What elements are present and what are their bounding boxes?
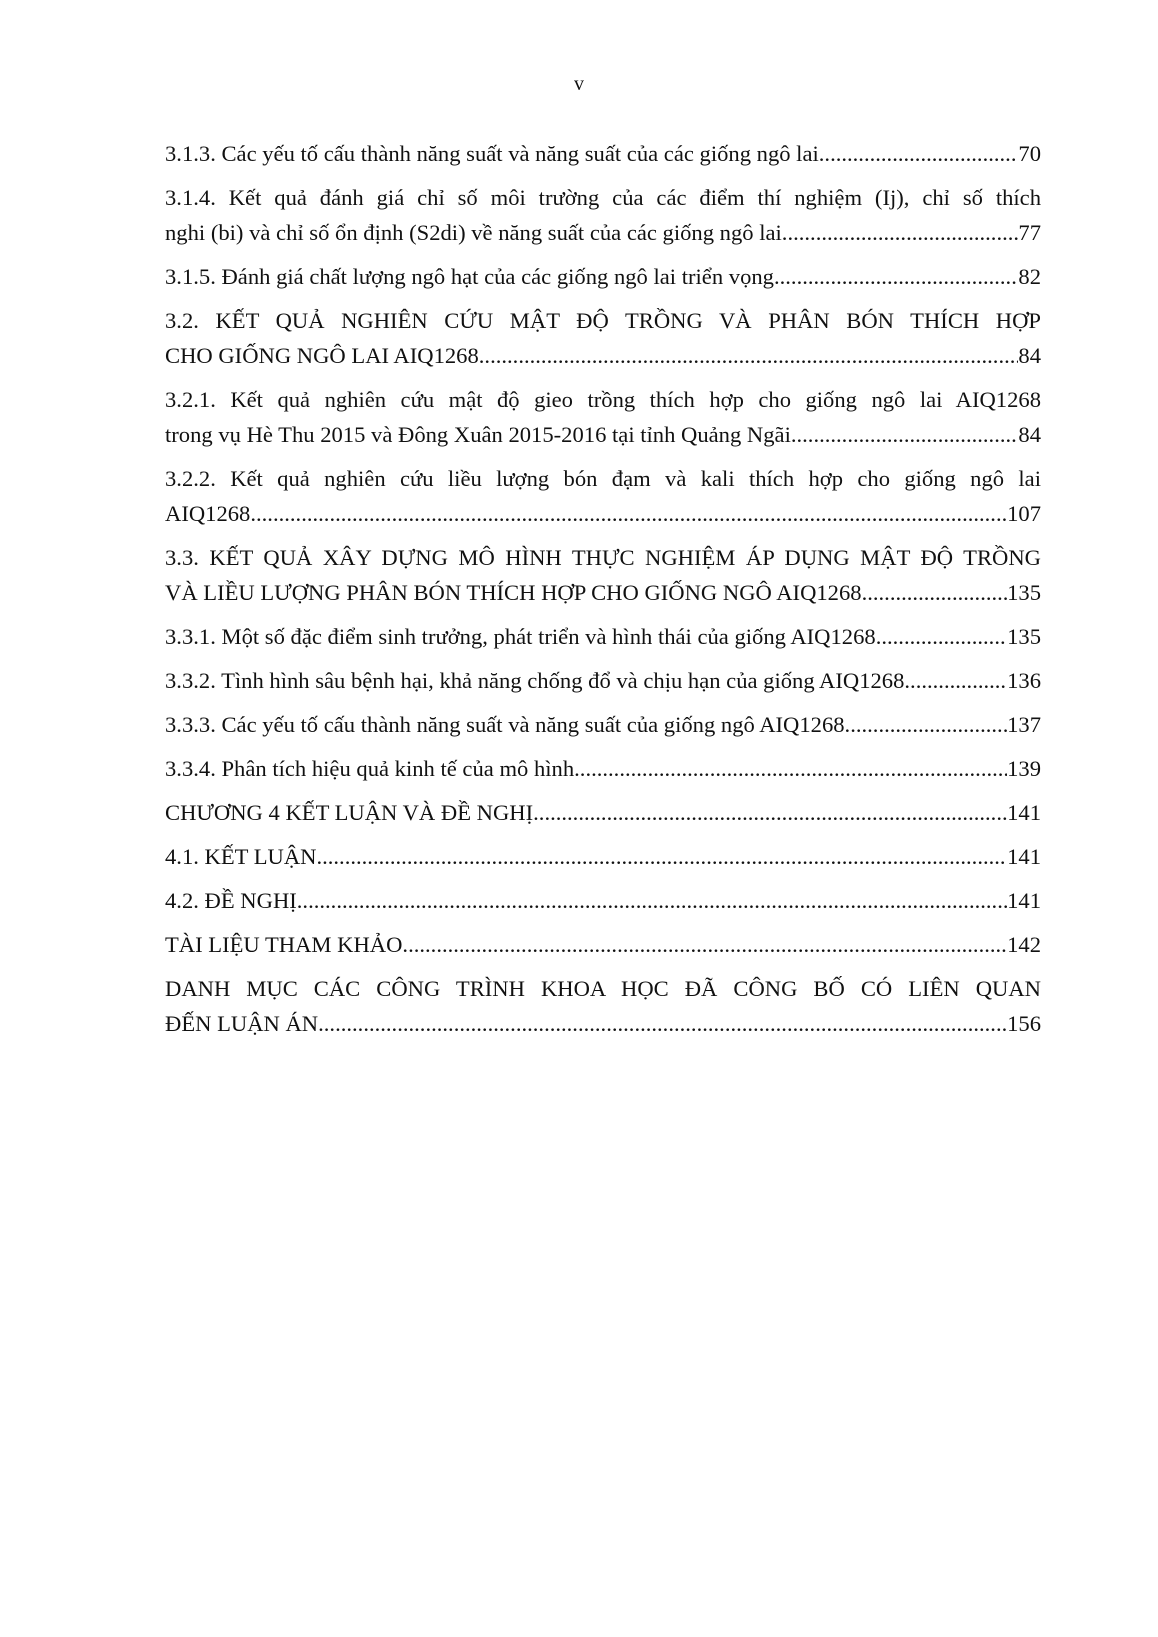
toc-entry[interactable] <box>165 751 1041 786</box>
toc-entry-last-line <box>165 883 1041 918</box>
dot-leader <box>819 136 1019 171</box>
toc-entry-last-line <box>165 839 1041 874</box>
toc-entry-last-line <box>165 663 1041 698</box>
toc-entry[interactable] <box>165 303 1041 373</box>
toc-entry[interactable] <box>165 259 1041 294</box>
toc-entry-last-line <box>165 619 1041 654</box>
toc-entry-title-line: DANH MỤC CÁC CÔNG TRÌNH KHOA HỌC ĐÃ CÔNG BỐ CÓ LIÊN QUAN <box>165 976 1041 1001</box>
toc-entry[interactable] <box>165 663 1041 698</box>
toc-page-number: 82 <box>1018 264 1041 289</box>
dot-leader <box>250 496 1007 531</box>
toc-entry-title-line: TÀI LIỆU THAM KHẢO <box>165 932 403 957</box>
toc-entry[interactable] <box>165 382 1041 452</box>
toc-entry-last-line <box>165 215 1041 250</box>
table-of-contents <box>165 136 1041 1050</box>
toc-entry-last-line <box>165 707 1041 742</box>
toc-page-number: 142 <box>1007 932 1041 957</box>
dot-leader <box>316 839 1007 874</box>
toc-entry-last-line <box>165 575 1041 610</box>
toc-entry[interactable] <box>165 180 1041 250</box>
toc-page-number: 84 <box>1018 343 1041 368</box>
toc-entry[interactable] <box>165 619 1041 654</box>
toc-page-number: 70 <box>1018 141 1041 166</box>
toc-entry-last-line <box>165 496 1041 531</box>
toc-entry-title-line: 3.1.5. Đánh giá chất lượng ngô hạt của các giống ngô lai triển vọng <box>165 264 774 289</box>
toc-entry-last-line <box>165 259 1041 294</box>
toc-entry[interactable] <box>165 839 1041 874</box>
toc-entry-title-line: VÀ LIỀU LƯỢNG PHÂN BÓN THÍCH HỢP CHO GIỐNG NGÔ AIQ1268 <box>165 580 862 605</box>
toc-entry-title-line: 3.1.4. Kết quả đánh giá chỉ số môi trường của các điểm thí nghiệm (Ij), chỉ số thích <box>165 185 1041 210</box>
dot-leader <box>402 927 1007 962</box>
dot-leader <box>876 619 1007 654</box>
toc-entry-title-line: 3.3. KẾT QUẢ XÂY DỰNG MÔ HÌNH THỰC NGHIỆM ÁP DỤNG MẬT ĐỘ TRỒNG <box>165 545 1041 570</box>
toc-entry-last-line <box>165 795 1041 830</box>
toc-entry-title-line: trong vụ Hè Thu 2015 và Đông Xuân 2015-2016 tại tỉnh Quảng Ngãi <box>165 422 791 447</box>
toc-entry-title-line: 3.3.1. Một số đặc điểm sinh trưởng, phát triển và hình thái của giống AIQ1268 <box>165 624 876 649</box>
toc-entry[interactable] <box>165 883 1041 918</box>
toc-entry-last-line <box>165 338 1041 373</box>
toc-entry[interactable] <box>165 927 1041 962</box>
toc-page-number: 137 <box>1007 712 1041 737</box>
toc-page-number: 136 <box>1007 668 1041 693</box>
dot-leader <box>574 751 1007 786</box>
toc-entry[interactable] <box>165 540 1041 610</box>
toc-page-number: 141 <box>1007 844 1041 869</box>
toc-entry[interactable] <box>165 461 1041 531</box>
toc-entry-title-line: 3.3.4. Phân tích hiệu quả kinh tế của mô hình <box>165 756 575 781</box>
toc-entry-title-line: 3.2. KẾT QUẢ NGHIÊN CỨU MẬT ĐỘ TRỒNG VÀ PHÂN BÓN THÍCH HỢP <box>165 308 1041 333</box>
toc-page-number: 107 <box>1007 501 1041 526</box>
toc-page-number: 141 <box>1007 888 1041 913</box>
dot-leader <box>845 707 1008 742</box>
toc-entry-title-line: 3.2.1. Kết quả nghiên cứu mật độ gieo trồng thích hợp cho giống ngô lai AIQ1268 <box>165 387 1041 412</box>
toc-entry[interactable] <box>165 971 1041 1041</box>
dot-leader <box>862 575 1008 610</box>
toc-page-number: 139 <box>1007 756 1041 781</box>
toc-entry-title-line: nghi (bi) và chỉ số ổn định (S2di) về năng suất của các giống ngô lai <box>165 220 782 245</box>
toc-entry-title-line: AIQ1268 <box>165 501 251 526</box>
toc-page-number: 141 <box>1007 800 1041 825</box>
toc-entry-title-line: CHƯƠNG 4 KẾT LUẬN VÀ ĐỀ NGHỊ <box>165 800 534 825</box>
toc-entry-last-line <box>165 751 1041 786</box>
dot-leader <box>479 338 1019 373</box>
toc-page-number: 135 <box>1007 624 1041 649</box>
toc-entry-title-line: 4.1. KẾT LUẬN <box>165 844 317 869</box>
toc-page-number: 156 <box>1007 1011 1041 1036</box>
toc-entry[interactable] <box>165 707 1041 742</box>
toc-entry-title-line: 3.3.3. Các yếu tố cấu thành năng suất và năng suất của giống ngô AIQ1268 <box>165 712 845 737</box>
toc-page-number: 77 <box>1018 220 1041 245</box>
toc-entry-title-line: ĐẾN LUẬN ÁN <box>165 1011 319 1036</box>
dot-leader <box>297 883 1007 918</box>
toc-entry[interactable] <box>165 795 1041 830</box>
toc-entry-last-line <box>165 417 1041 452</box>
dot-leader <box>533 795 1007 830</box>
toc-entry-title-line: 3.2.2. Kết quả nghiên cứu liều lượng bón đạm và kali thích hợp cho giống ngô lai <box>165 466 1041 491</box>
toc-entry-last-line <box>165 927 1041 962</box>
toc-page-number: 135 <box>1007 580 1041 605</box>
toc-entry-title-line: 3.1.3. Các yếu tố cấu thành năng suất và năng suất của các giống ngô lai <box>165 141 819 166</box>
dot-leader <box>774 259 1018 294</box>
toc-entry-last-line <box>165 136 1041 171</box>
dot-leader <box>904 663 1007 698</box>
toc-page-number: 84 <box>1018 422 1041 447</box>
page-number: v <box>574 73 584 95</box>
dot-leader <box>782 215 1019 250</box>
toc-entry-title-line: 4.2. ĐỀ NGHỊ <box>165 888 297 913</box>
dot-leader <box>791 417 1019 452</box>
toc-entry-title-line: CHO GIỐNG NGÔ LAI AIQ1268 <box>165 343 479 368</box>
toc-entry-title-line: 3.3.2. Tình hình sâu bệnh hại, khả năng chống đổ và chịu hạn của giống AIQ1268 <box>165 668 905 693</box>
dot-leader <box>318 1006 1007 1041</box>
toc-entry[interactable] <box>165 136 1041 171</box>
toc-entry-last-line <box>165 1006 1041 1041</box>
